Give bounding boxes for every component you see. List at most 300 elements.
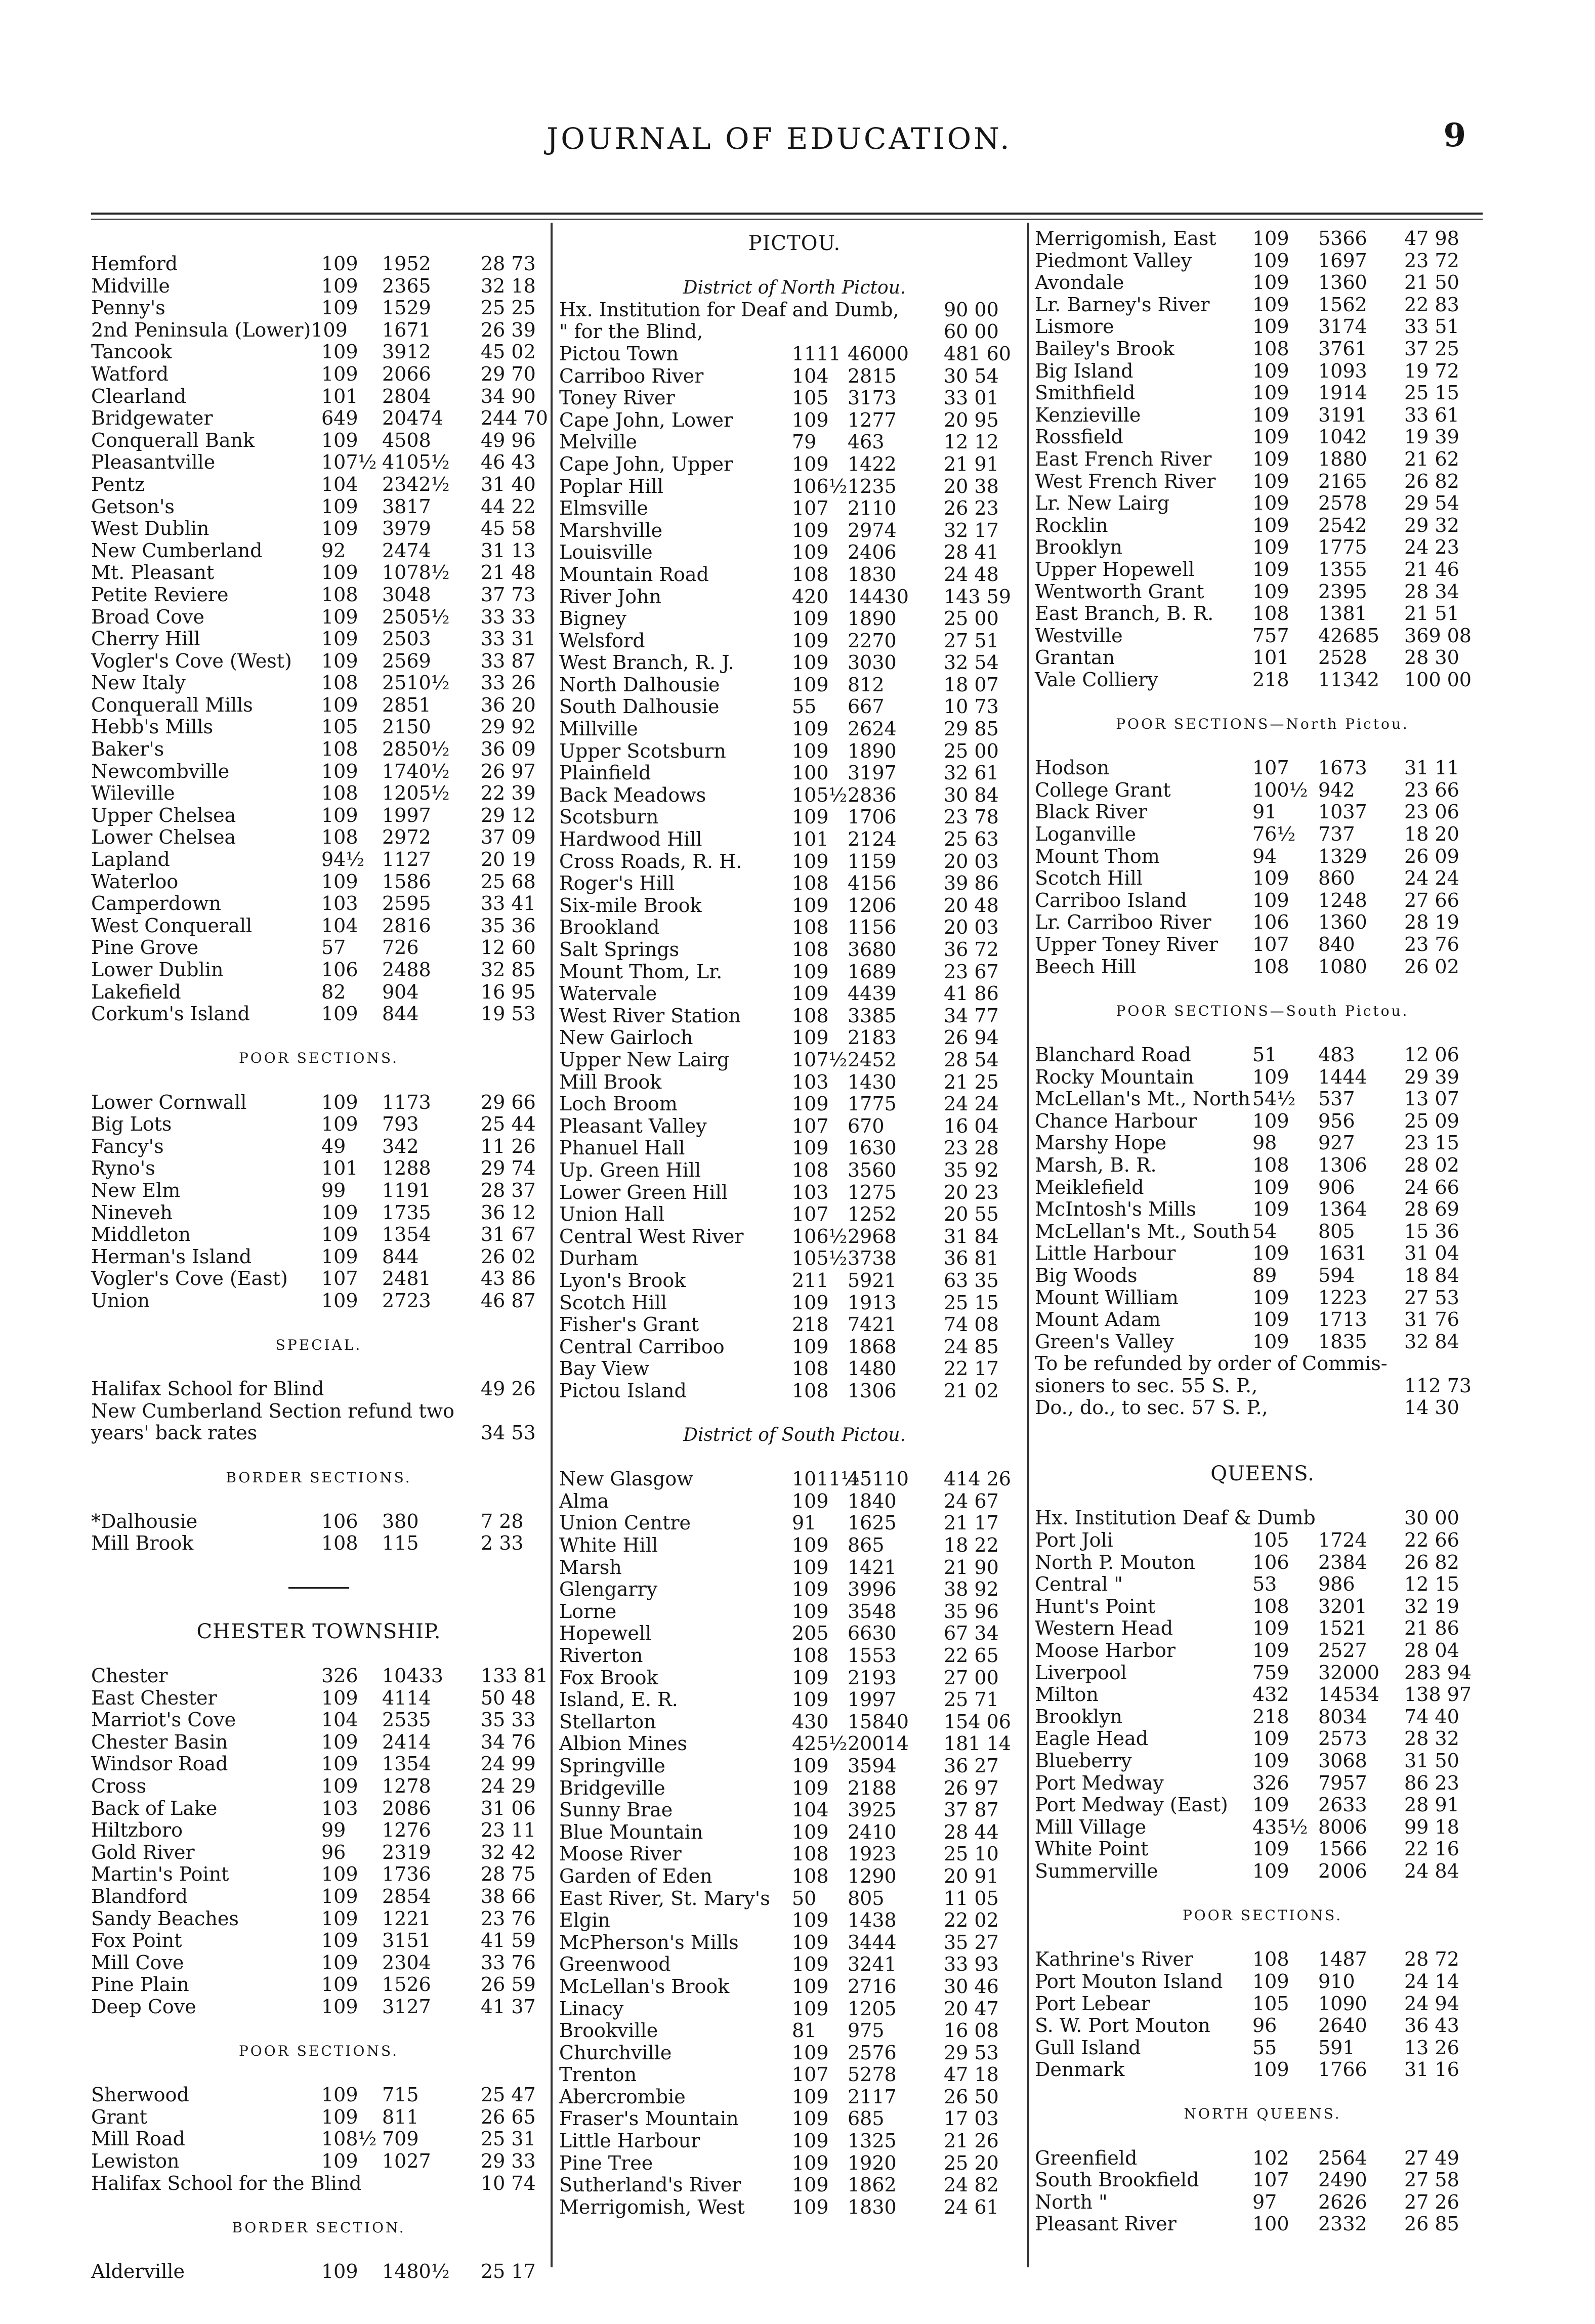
cell-days: 76½ bbox=[1252, 823, 1296, 846]
cell-section: North Dalhousie bbox=[559, 673, 720, 696]
table-row bbox=[91, 2128, 547, 2150]
cell-days: 109 bbox=[321, 517, 358, 540]
cell-amount: 21 50 bbox=[1404, 271, 1459, 294]
cell-days: 109 bbox=[321, 1863, 358, 1886]
cell-attendance: 2804 bbox=[382, 385, 431, 407]
cell-days: 105½ bbox=[792, 783, 848, 806]
cell-section: Moose Harbor bbox=[1035, 1639, 1176, 1662]
spacer bbox=[91, 1312, 547, 1335]
cell-attendance: 2150 bbox=[382, 716, 431, 738]
cell-section: sioners to sec. 55 S. P., bbox=[1035, 1374, 1258, 1397]
table-row bbox=[559, 2020, 1030, 2042]
page-header bbox=[0, 116, 1595, 177]
cell-section: Linacy bbox=[559, 1997, 624, 2020]
cell-amount: 29 85 bbox=[944, 718, 999, 740]
cell-days: 1011½ bbox=[792, 1468, 860, 1490]
table-row bbox=[559, 961, 1030, 983]
cell-attendance: 2365 bbox=[382, 274, 431, 297]
table-row bbox=[1035, 890, 1490, 912]
cell-section: Stellarton bbox=[559, 1710, 656, 1733]
table-row bbox=[559, 431, 1030, 453]
cell-attendance: 2414 bbox=[382, 1730, 431, 1753]
cell-amount: 23 15 bbox=[1404, 1132, 1459, 1154]
cell-amount: 33 93 bbox=[944, 1953, 999, 1976]
table-row bbox=[559, 873, 1030, 895]
cell-days: 109 bbox=[1252, 1286, 1289, 1309]
cell-amount: 21 25 bbox=[944, 1070, 999, 1093]
table-row bbox=[91, 1819, 547, 1842]
cell-attendance: 2110 bbox=[848, 497, 897, 520]
table-row bbox=[559, 1159, 1030, 1182]
cell-section: Pleasant Valley bbox=[559, 1114, 707, 1137]
cell-section: Union Centre bbox=[559, 1512, 691, 1534]
table-row bbox=[1035, 404, 1490, 427]
cell-days: 109 bbox=[792, 806, 829, 828]
table-row bbox=[559, 1292, 1030, 1314]
cell-attendance: 2474 bbox=[382, 539, 431, 562]
cell-amount: 41 86 bbox=[944, 982, 999, 1005]
cell-amount: 28 44 bbox=[944, 1820, 999, 1843]
cell-days: 54½ bbox=[1252, 1088, 1296, 1110]
cell-days: 109 bbox=[792, 1666, 829, 1689]
table-row bbox=[91, 1003, 547, 1025]
cell-attendance: 1830 bbox=[848, 563, 897, 586]
table-row bbox=[1035, 1684, 1490, 1706]
cell-section: North " bbox=[1035, 2190, 1108, 2213]
cell-attendance: 1354 bbox=[382, 1223, 431, 1246]
cell-days: 109 bbox=[792, 2174, 829, 2196]
table-row bbox=[91, 1290, 547, 1312]
cell-days: 1111 bbox=[792, 342, 841, 365]
cell-days: 109 bbox=[792, 541, 829, 564]
cell-days: 108 bbox=[321, 672, 358, 694]
cell-days: 109 bbox=[321, 760, 358, 782]
cell-amount: 28 69 bbox=[1404, 1198, 1459, 1221]
cell-attendance: 3127 bbox=[382, 1995, 431, 2018]
cell-amount: 35 36 bbox=[481, 914, 536, 937]
table-row bbox=[91, 871, 547, 893]
cell-section: Watford bbox=[91, 362, 169, 385]
table-row bbox=[91, 496, 547, 518]
cell-days: 109 bbox=[321, 2105, 358, 2128]
cell-days: 109 bbox=[792, 1489, 829, 1512]
cell-section: Lower Cornwall bbox=[91, 1091, 247, 1113]
cell-attendance: 1706 bbox=[848, 806, 897, 828]
spacer bbox=[91, 1356, 547, 1379]
cell-amount: 24 99 bbox=[481, 1753, 536, 1775]
cell-section: S. W. Port Mouton bbox=[1035, 2014, 1210, 2037]
cell-days: 104 bbox=[792, 364, 829, 387]
cell-days: 57 bbox=[321, 936, 346, 959]
cell-attendance: 4105½ bbox=[382, 451, 450, 474]
cell-days: 109 bbox=[792, 452, 829, 475]
table-row bbox=[91, 606, 547, 629]
cell-section: Hunt's Point bbox=[1035, 1595, 1156, 1617]
cell-section: Central " bbox=[1035, 1573, 1123, 1596]
cell-section: Rocklin bbox=[1035, 514, 1108, 536]
cell-section: Pine Grove bbox=[91, 936, 199, 959]
cell-section: Hopewell bbox=[559, 1622, 652, 1645]
cell-attendance: 1529 bbox=[382, 297, 431, 319]
cell-attendance: 1221 bbox=[382, 1907, 431, 1930]
table-row bbox=[91, 1775, 547, 1798]
cell-days: 109 bbox=[321, 2084, 358, 2106]
cell-amount: 25 09 bbox=[1404, 1109, 1459, 1132]
cell-attendance: 2410 bbox=[848, 1820, 897, 1843]
cell-section: Eagle Head bbox=[1035, 1727, 1149, 1750]
cell-amount: 21 62 bbox=[1404, 447, 1459, 470]
cell-amount: 25 68 bbox=[481, 870, 536, 893]
table-row bbox=[1035, 1640, 1490, 1662]
cell-attendance: 860 bbox=[1318, 867, 1355, 890]
table-row bbox=[91, 628, 547, 650]
section-heading bbox=[91, 2217, 547, 2239]
cell-amount: 27 00 bbox=[944, 1666, 999, 1689]
cell-attendance: 1090 bbox=[1318, 1992, 1367, 2015]
cell-amount: 36 72 bbox=[944, 938, 999, 961]
cell-days: 109 bbox=[792, 960, 829, 983]
cell-section: McPherson's Mills bbox=[559, 1931, 739, 1954]
cell-amount: 27 51 bbox=[944, 629, 999, 652]
table-row bbox=[1035, 846, 1490, 868]
cell-section: Trenton bbox=[559, 2063, 637, 2086]
cell-amount: 21 02 bbox=[944, 1379, 999, 1402]
spacer bbox=[1035, 978, 1490, 1000]
table-row bbox=[559, 1579, 1030, 1601]
cell-attendance: 342 bbox=[382, 1135, 419, 1157]
spacer bbox=[1035, 1883, 1490, 1905]
cell-section: Western Head bbox=[1035, 1617, 1173, 1640]
table-row bbox=[1035, 581, 1490, 603]
cell-amount: 26 02 bbox=[481, 1245, 536, 1268]
cell-attendance: 1890 bbox=[848, 607, 897, 630]
table-row bbox=[559, 740, 1030, 763]
cell-amount: 26 50 bbox=[944, 2085, 999, 2108]
cell-amount: 33 61 bbox=[1404, 403, 1459, 426]
cell-section: Marsh bbox=[559, 1556, 622, 1579]
table-row bbox=[91, 2261, 547, 2283]
cell-section: Halifax School for the Blind bbox=[91, 2172, 362, 2194]
table-row bbox=[559, 321, 1030, 343]
cell-section: Durham bbox=[559, 1247, 639, 1270]
cell-amount: 16 04 bbox=[944, 1114, 999, 1137]
cell-attendance: 1835 bbox=[1318, 1330, 1367, 1353]
cell-amount: 21 51 bbox=[1404, 602, 1459, 625]
cell-attendance: 2395 bbox=[1318, 580, 1367, 603]
cell-section: To be refunded by order of Commis- bbox=[1035, 1352, 1388, 1375]
table-row bbox=[91, 1863, 547, 1886]
table-row bbox=[1035, 1066, 1490, 1089]
table-row bbox=[91, 1731, 547, 1754]
cell-section: Milton bbox=[1035, 1683, 1099, 1706]
cell-attendance: 1840 bbox=[848, 1489, 897, 1512]
cell-attendance: 4439 bbox=[848, 982, 897, 1005]
cell-days: 108 bbox=[1252, 1948, 1289, 1971]
table-row bbox=[91, 518, 547, 540]
cell-section: Watervale bbox=[559, 982, 657, 1005]
cell-section: River John bbox=[559, 585, 662, 608]
spacer bbox=[559, 255, 1030, 277]
cell-amount: 74 08 bbox=[944, 1313, 999, 1336]
table-row bbox=[1035, 757, 1490, 779]
table-row bbox=[559, 2042, 1030, 2064]
section-heading bbox=[91, 1334, 547, 1356]
table-row bbox=[1035, 1860, 1490, 1883]
cell-days: 99 bbox=[321, 1819, 346, 1842]
cell-attendance: 3174 bbox=[1318, 315, 1367, 338]
cell-section: Union Hall bbox=[559, 1203, 665, 1226]
cell-days: 109 bbox=[321, 1201, 358, 1224]
cell-days: 109 bbox=[1252, 1330, 1289, 1353]
cell-attendance: 2576 bbox=[848, 2041, 897, 2064]
cell-attendance: 1252 bbox=[848, 1203, 897, 1226]
table-row bbox=[559, 1226, 1030, 1248]
cell-days: 109 bbox=[1252, 2058, 1289, 2081]
cell-days: 105 bbox=[792, 387, 829, 409]
cell-section: BORDER SECTIONS. bbox=[226, 1469, 412, 1486]
cell-attendance: 1697 bbox=[1318, 249, 1367, 272]
cell-section: Pine Tree bbox=[559, 2151, 653, 2174]
cell-attendance: 1920 bbox=[848, 2151, 897, 2174]
cell-amount: 25 15 bbox=[944, 1291, 999, 1314]
cell-section: New Elm bbox=[91, 1179, 181, 1201]
cell-attendance: 3548 bbox=[848, 1600, 897, 1623]
table-row bbox=[91, 1202, 547, 1224]
cell-section: Nineveh bbox=[91, 1201, 173, 1224]
cell-section: Wentworth Grant bbox=[1035, 580, 1204, 603]
cell-attendance: 3979 bbox=[382, 517, 431, 540]
table-row bbox=[559, 497, 1030, 520]
cell-amount: 47 18 bbox=[944, 2063, 999, 2086]
cell-amount: 369 08 bbox=[1404, 624, 1472, 647]
cell-section: Little Harbour bbox=[1035, 1242, 1176, 1265]
cell-attendance: 2488 bbox=[382, 959, 431, 981]
cell-days: 101 bbox=[1252, 646, 1289, 669]
cell-days: 108 bbox=[792, 938, 829, 961]
cell-section: Black River bbox=[1035, 801, 1148, 823]
cell-attendance: 2854 bbox=[382, 1885, 431, 1907]
cell-amount: 24 84 bbox=[1404, 1859, 1459, 1882]
cell-section: Moose River bbox=[559, 1843, 682, 1865]
table-row bbox=[1035, 2191, 1490, 2214]
cell-attendance: 3738 bbox=[848, 1247, 897, 1270]
cell-attendance: 2505½ bbox=[382, 605, 450, 628]
table-row bbox=[1035, 294, 1490, 316]
table-row bbox=[1035, 1617, 1490, 1640]
table-row bbox=[559, 1733, 1030, 1755]
cell-section: POOR SECTIONS. bbox=[238, 2043, 399, 2060]
table-row bbox=[91, 1378, 547, 1400]
cell-days: 109 bbox=[321, 297, 358, 319]
table-row bbox=[91, 1136, 547, 1158]
cell-attendance: 737 bbox=[1318, 823, 1355, 846]
table-row bbox=[91, 1952, 547, 1974]
table-row bbox=[559, 387, 1030, 409]
cell-section: Central West River bbox=[559, 1225, 744, 1248]
cell-attendance: 3385 bbox=[848, 1004, 897, 1027]
cell-amount: 38 92 bbox=[944, 1578, 999, 1601]
table-row bbox=[1035, 625, 1490, 647]
table-row bbox=[1035, 250, 1490, 272]
cell-days: 218 bbox=[792, 1313, 829, 1336]
cell-days: 109 bbox=[1252, 536, 1289, 559]
cell-section: Marshy Hope bbox=[1035, 1132, 1167, 1154]
cell-amount: 29 53 bbox=[944, 2041, 999, 2064]
cell-attendance: 5278 bbox=[848, 2063, 897, 2086]
cell-amount: 44 22 bbox=[481, 495, 536, 518]
table-row bbox=[559, 1689, 1030, 1711]
cell-days: 109 bbox=[1252, 426, 1289, 448]
cell-days: 109 bbox=[321, 495, 358, 518]
cell-amount: 31 11 bbox=[1404, 757, 1459, 779]
cell-section: Hx. Institution Deaf & Dumb bbox=[1035, 1507, 1316, 1529]
cell-days: 649 bbox=[321, 407, 358, 430]
cell-amount: 24 24 bbox=[944, 1093, 999, 1115]
cell-days: 106 bbox=[1252, 911, 1289, 934]
cell-days: 109 bbox=[792, 982, 829, 1005]
cell-attendance: 2188 bbox=[848, 1776, 897, 1799]
table-row bbox=[1035, 515, 1490, 537]
cell-section: Merrigomish, East bbox=[1035, 227, 1216, 250]
cell-days: 109 bbox=[321, 1907, 358, 1930]
cell-attendance: 3444 bbox=[848, 1931, 897, 1954]
cell-section: 2nd Peninsula (Lower)109 bbox=[91, 318, 348, 341]
table-row bbox=[91, 562, 547, 584]
cell-section: PICTOU. bbox=[748, 232, 841, 255]
table-row bbox=[559, 1137, 1030, 1159]
cell-days: 108 bbox=[321, 583, 358, 606]
spacer bbox=[1035, 735, 1490, 758]
table-row bbox=[559, 1755, 1030, 1777]
table-row bbox=[559, 2086, 1030, 2108]
cell-amount: 28 75 bbox=[481, 1863, 536, 1886]
cell-section: Fisher's Grant bbox=[559, 1313, 699, 1336]
cell-section: Bailey's Brook bbox=[1035, 337, 1174, 360]
cell-section: Port Mouton Island bbox=[1035, 1970, 1223, 1993]
cell-attendance: 811 bbox=[382, 2105, 419, 2128]
table-row bbox=[91, 584, 547, 606]
cell-days: 103 bbox=[321, 1797, 358, 1819]
table-row bbox=[559, 2108, 1030, 2130]
cell-amount: 22 02 bbox=[944, 1909, 999, 1932]
table-row bbox=[91, 363, 547, 386]
table-row bbox=[1035, 316, 1490, 338]
cell-section: New Gairloch bbox=[559, 1026, 693, 1049]
cell-days: 109 bbox=[792, 1534, 829, 1557]
cell-attendance: 1206 bbox=[848, 894, 897, 917]
cell-amount: 100 00 bbox=[1404, 668, 1472, 691]
cell-amount: 25 20 bbox=[944, 2151, 999, 2174]
cell-days: 109 bbox=[1252, 1859, 1289, 1882]
cell-days: 105 bbox=[321, 716, 358, 738]
cell-amount: 283 94 bbox=[1404, 1661, 1472, 1684]
cell-days: 435½ bbox=[1252, 1815, 1308, 1838]
table-row bbox=[1035, 382, 1490, 404]
cell-amount: 19 39 bbox=[1404, 426, 1459, 448]
cell-attendance: 3151 bbox=[382, 1929, 431, 1952]
cell-section: Salt Springs bbox=[559, 938, 680, 961]
table-row bbox=[1035, 1287, 1490, 1309]
cell-amount: 16 08 bbox=[944, 2019, 999, 2042]
cell-days: 109 bbox=[1252, 1065, 1289, 1088]
cell-amount: 29 92 bbox=[481, 716, 536, 738]
cell-amount: 26 59 bbox=[481, 1973, 536, 1996]
cell-days: 104 bbox=[321, 473, 358, 495]
cell-section: Getson's bbox=[91, 495, 175, 518]
table-row bbox=[91, 1157, 547, 1180]
cell-amount: 26 23 bbox=[944, 497, 999, 520]
cell-attendance: 3241 bbox=[848, 1953, 897, 1976]
cell-section: Upper New Lairg bbox=[559, 1048, 730, 1071]
cell-amount: 37 87 bbox=[944, 1799, 999, 1821]
cell-section: Blue Mountain bbox=[559, 1820, 703, 1843]
cell-days: 109 bbox=[321, 2260, 358, 2283]
cell-attendance: 2535 bbox=[382, 1709, 431, 1731]
spacer bbox=[91, 2018, 547, 2041]
spacer bbox=[1035, 1485, 1490, 1508]
cell-days: 107 bbox=[792, 1114, 829, 1137]
cell-amount: 17 03 bbox=[944, 2107, 999, 2130]
cell-section: Garden of Eden bbox=[559, 1864, 712, 1887]
cell-days: 109 bbox=[1252, 403, 1289, 426]
cell-amount: 30 54 bbox=[944, 364, 999, 387]
cell-attendance: 1037 bbox=[1318, 801, 1367, 823]
table-row bbox=[91, 805, 547, 827]
spacer bbox=[559, 1402, 1030, 1424]
cell-attendance: 2490 bbox=[1318, 2169, 1367, 2191]
cell-section: Smithfield bbox=[1035, 382, 1136, 404]
cell-amount: 143 59 bbox=[944, 585, 1011, 608]
cell-days: 108 bbox=[792, 916, 829, 939]
table-row bbox=[91, 1798, 547, 1820]
table-row bbox=[1035, 1198, 1490, 1221]
cell-attendance: 1480 bbox=[848, 1357, 897, 1380]
table-row bbox=[91, 915, 547, 937]
cell-section: Westville bbox=[1035, 624, 1123, 647]
cell-days: 108 bbox=[1252, 602, 1289, 625]
cell-days: 104 bbox=[321, 914, 358, 937]
cell-attendance: 2595 bbox=[382, 892, 431, 915]
cell-days: 109 bbox=[321, 693, 358, 716]
cell-attendance: 2304 bbox=[382, 1951, 431, 1974]
cell-attendance: 6630 bbox=[848, 1622, 897, 1645]
cell-days: 108 bbox=[792, 1158, 829, 1181]
cell-attendance: 15840 bbox=[848, 1710, 909, 1733]
cell-amount: 15 36 bbox=[1404, 1220, 1459, 1242]
spacer bbox=[1035, 691, 1490, 713]
cell-attendance: 45110 bbox=[848, 1468, 909, 1490]
cell-section: Marshville bbox=[559, 519, 663, 542]
cell-days: 108 bbox=[321, 1532, 358, 1555]
cell-days: 101 bbox=[321, 1157, 358, 1180]
cell-days: 218 bbox=[1252, 668, 1289, 691]
cell-days: 106 bbox=[321, 959, 358, 981]
cell-attendance: 2968 bbox=[848, 1225, 897, 1248]
table-row bbox=[1035, 1331, 1490, 1353]
cell-days: 96 bbox=[1252, 2014, 1277, 2037]
cell-attendance: 2452 bbox=[848, 1048, 897, 1071]
cell-days: 109 bbox=[321, 628, 358, 650]
cell-amount: 13 26 bbox=[1404, 2036, 1459, 2059]
cell-days: 108 bbox=[321, 738, 358, 761]
cell-section: *Dalhousie bbox=[91, 1510, 198, 1532]
cell-amount: 35 96 bbox=[944, 1600, 999, 1623]
cell-section: Mount Adam bbox=[1035, 1308, 1161, 1331]
cell-attendance: 904 bbox=[382, 980, 419, 1003]
cell-section: Mill Brook bbox=[91, 1532, 194, 1555]
cell-amount: 36 27 bbox=[944, 1754, 999, 1777]
cell-days: 759 bbox=[1252, 1661, 1289, 1684]
